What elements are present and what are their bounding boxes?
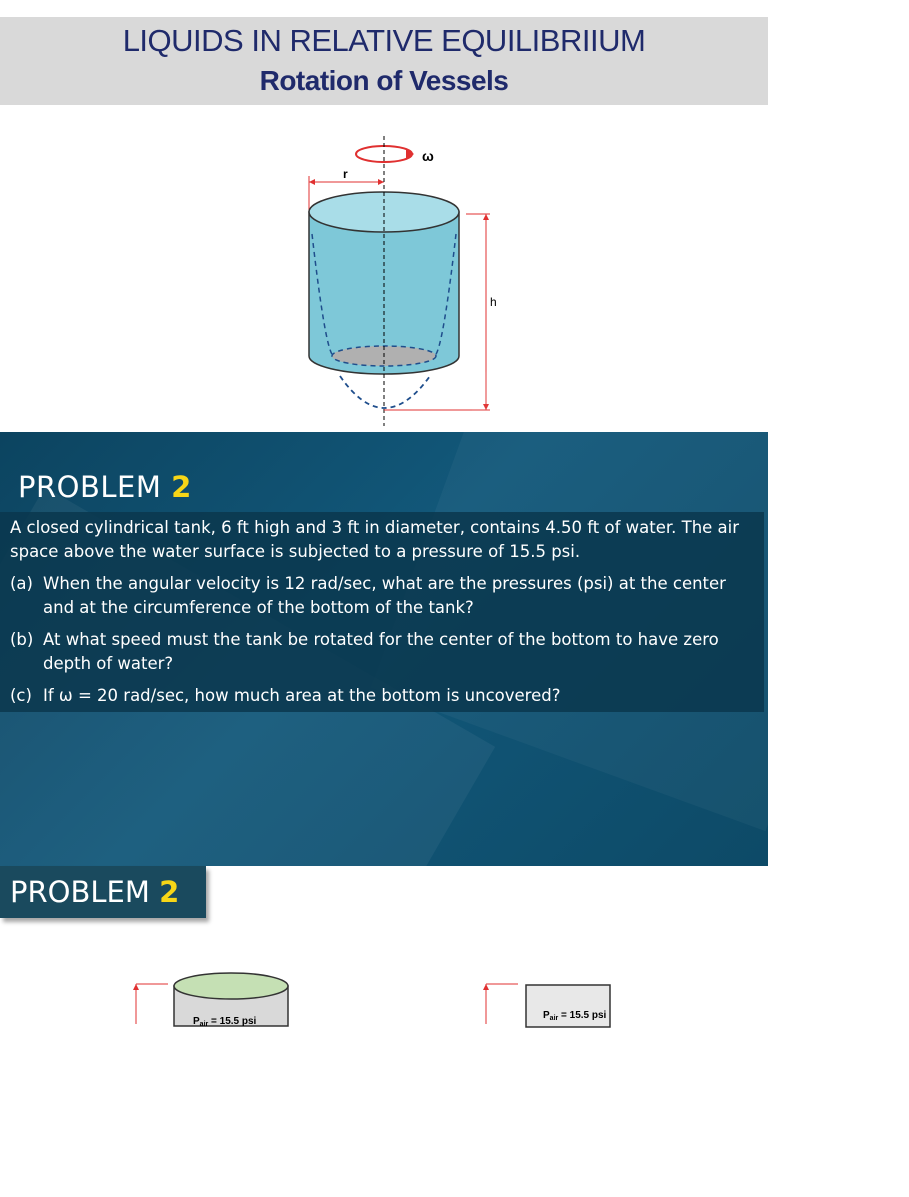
rotation-arrow-icon — [356, 146, 414, 162]
problem-number: 2 — [171, 470, 192, 504]
left-pressure-label: $P_{air} = 15.5$ psi — [193, 1016, 257, 1028]
slide-subtitle: Rotation of Vessels — [259, 65, 509, 96]
slide-problem-statement — [0, 432, 768, 866]
problem-title: PROBLEM 2 — [18, 470, 192, 504]
problem-item-c: (c) If ω = 20 rad/sec, how much area at the bottom is uncovered? — [10, 686, 561, 705]
height-label: h — [490, 295, 497, 309]
problem-intro: A closed cylindrical tank, 6 ft high and 3 ft in diameter, contains 4.50 ft of water. The air space above the water surface is subjected to a pressure of 15.5 psi. — [10, 518, 740, 561]
problem-title-banner — [0, 866, 206, 918]
problem-text — [10, 516, 760, 708]
slide-header — [0, 17, 768, 105]
problem-number-2: 2 — [159, 875, 180, 909]
left-tank-top — [174, 973, 288, 999]
problem-item-b: (b) At what speed must the tank be rotated for the center of the bottom to have zero depth of water? — [10, 630, 719, 673]
problem-item-a: (a) When the angular velocity is 12 rad/sec, what are the pressures (psi) at the center and at the circumference of the bottom of the tank? — [10, 574, 726, 617]
cylinder-top — [309, 192, 459, 232]
slide-title: LIQUIDS IN RELATIVE EQUILIBRIIUM — [122, 23, 646, 58]
omega-label: ω — [422, 148, 434, 164]
radius-label: r — [343, 167, 348, 181]
slide-problem-solution — [0, 866, 768, 1028]
problem-title-2: PROBLEM 2 — [10, 875, 180, 909]
right-pressure-label: $P_{air} = 15.5$ psi — [543, 1010, 607, 1022]
paraboloid-curve — [340, 376, 430, 408]
